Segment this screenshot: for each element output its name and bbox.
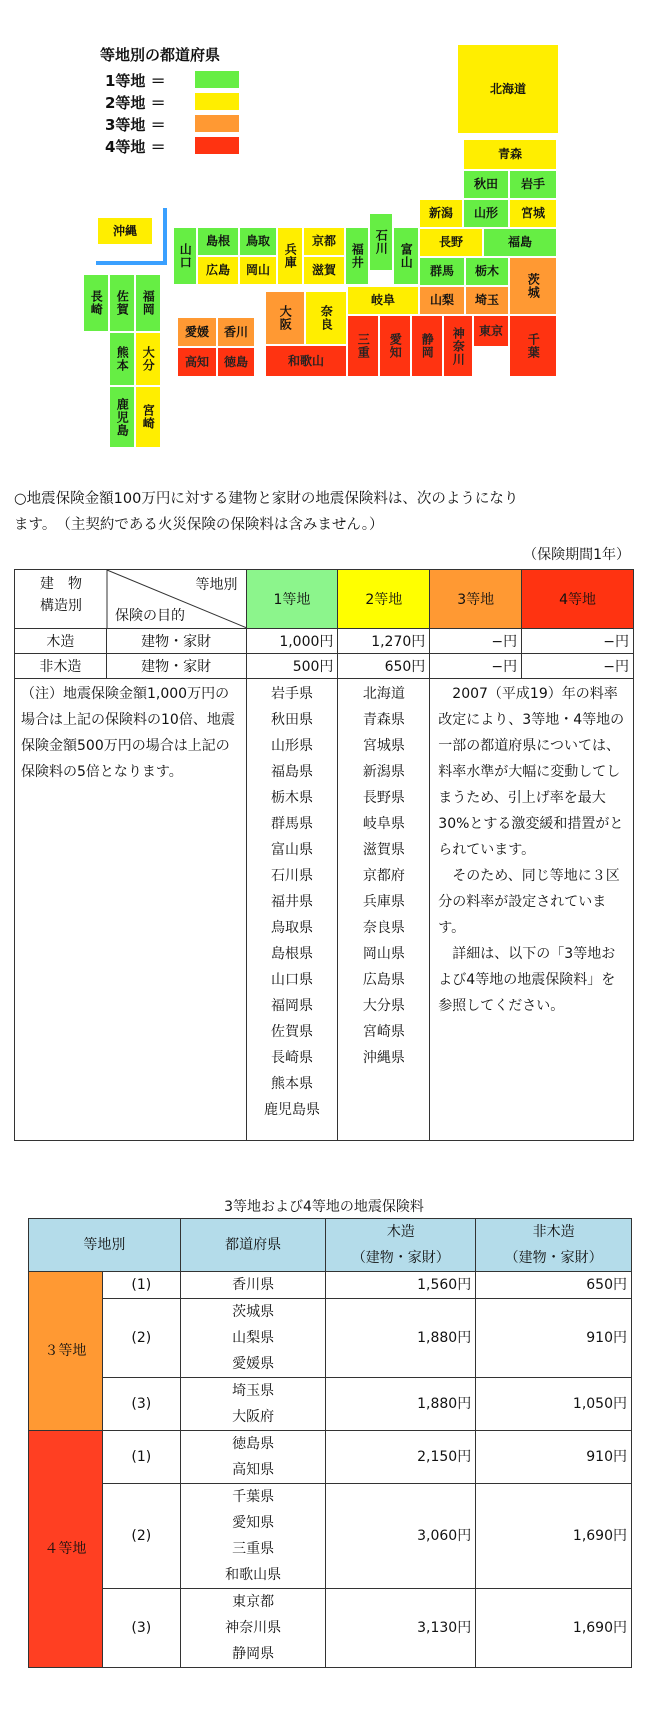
table-row	[29, 1431, 632, 1484]
nonwood-value-cell: 1,690円	[476, 1589, 632, 1668]
value-cell: 650円	[338, 654, 430, 679]
wood-value-cell: 1,560円	[326, 1272, 476, 1299]
purpose-cell: 建物・家財	[106, 629, 246, 654]
prefecture-name: 島根県	[270, 946, 313, 962]
prefecture-cell: 茨城県 山梨県 愛媛県	[180, 1299, 326, 1378]
prefecture-name: 沖縄県	[362, 1050, 405, 1066]
prefecture-label: 岐阜	[370, 293, 395, 308]
explanation-para-1: 2007（平成19）年の料率改定により、3等地・4等地の一部の都道府県については、料率水準が大幅に変動してしまうため、引上げ率を最大30%とする激変緩和措置がとられています。	[438, 686, 625, 858]
prefecture-label: 島根	[205, 234, 230, 249]
grade1-prefecture-list	[246, 679, 338, 1141]
prefecture-label: 三重	[356, 333, 371, 359]
grade3-4-premium-table	[28, 1218, 632, 1668]
header-prefecture: 都道府県	[180, 1219, 326, 1272]
pref-yamanashi	[420, 287, 464, 314]
prefecture-label: 滋賀	[311, 263, 336, 278]
pref-iwate	[510, 171, 556, 198]
class-cell: (3)	[102, 1378, 180, 1431]
prefecture-name: 新潟県	[362, 764, 405, 780]
prefecture-label: 群馬	[429, 264, 454, 279]
prefecture-name: 岐阜県	[362, 816, 405, 832]
pref-kanagawa	[444, 316, 472, 376]
prefecture-label: 佐賀	[115, 290, 130, 316]
header-grade: 等地別	[29, 1219, 181, 1272]
grade2-prefecture-list	[338, 679, 430, 1141]
prefecture-label: 長崎	[89, 290, 104, 316]
value-cell: 1,000円	[246, 629, 338, 654]
intro-line-2: ます。 （主契約である火災保険の保険料は含みません。）	[14, 517, 384, 533]
pref-tokyo	[474, 316, 508, 346]
prefecture-label: 秋田	[473, 177, 498, 192]
prefecture-name: 奈良県	[362, 920, 405, 936]
class-cell: (2)	[102, 1299, 180, 1378]
prefecture-label: 青森	[497, 147, 522, 162]
table-row	[29, 1299, 632, 1378]
structure-cell: 木造	[15, 629, 107, 654]
prefecture-name: 青森県	[362, 712, 405, 728]
class-cell: (1)	[102, 1431, 180, 1484]
purpose-cell: 建物・家財	[106, 654, 246, 679]
prefecture-label: 兵庫	[283, 243, 298, 269]
nonwood-value-cell: 1,690円	[476, 1484, 632, 1589]
legend-row-2: 2等地 ＝	[105, 94, 166, 112]
prefecture-label: 広島	[205, 263, 230, 278]
value-cell: −円	[522, 629, 634, 654]
prefecture-cell: 香川県	[180, 1272, 326, 1299]
prefecture-name: 岩手県	[270, 686, 313, 702]
pref-aomori	[464, 140, 556, 169]
prefecture-label: 宮城	[520, 206, 545, 221]
prefecture-name: 大分県	[362, 998, 405, 1014]
prefecture-name: 長野県	[362, 790, 405, 806]
prefecture-name: 鹿児島県	[263, 1102, 320, 1118]
legend-swatch-2	[195, 93, 239, 110]
pref-fukuoka	[136, 275, 160, 331]
table-row	[29, 1272, 632, 1299]
prefecture-label: 香川	[223, 324, 248, 339]
prefecture-name: 熊本県	[270, 1076, 313, 1092]
note-cell: （注）地震保険金額1,000万円の場合は上記の保険料の10倍、地震保険金額500万円の場合は上記の保険料の5倍となります。	[15, 679, 247, 1141]
intro-line-1: ○地震保険金額100万円に対する建物と家財の地震保険料は、次のようになり	[14, 491, 519, 507]
prefecture-label: 福岡	[141, 290, 156, 316]
grade-header-1: 1等地	[246, 570, 338, 629]
pref-hokkaido	[458, 45, 558, 133]
prefecture-name: 鳥取県	[270, 920, 313, 936]
value-cell: 1,270円	[338, 629, 430, 654]
prefecture-label: 茨城	[526, 273, 541, 299]
corner-structure-label: 建 物 構造別	[40, 576, 82, 614]
prefecture-label: 宮崎	[141, 404, 156, 430]
legend-row-3: 3等地 ＝	[105, 116, 166, 134]
pref-saga	[110, 275, 134, 331]
prefecture-label: 神奈川	[451, 326, 466, 366]
pref-tochigi	[466, 258, 508, 285]
pref-kagawa	[218, 318, 254, 346]
prefecture-name: 福井県	[270, 894, 313, 910]
class-cell: (2)	[102, 1484, 180, 1589]
table-corner-header	[15, 570, 247, 629]
pref-tokushima	[218, 348, 254, 376]
prefecture-label: 長野	[438, 235, 463, 250]
pref-mie	[348, 316, 378, 376]
nonwood-value-cell: 910円	[476, 1431, 632, 1484]
grade-header-3: 3等地	[430, 570, 522, 629]
table-row	[15, 629, 634, 654]
value-cell: −円	[430, 654, 522, 679]
prefecture-name: 山形県	[270, 738, 313, 754]
grade-header-4: 4等地	[522, 570, 634, 629]
pref-nagasaki	[84, 275, 108, 331]
pref-shimane	[198, 228, 238, 255]
grade-header-2: 2等地	[338, 570, 430, 629]
class-cell: (3)	[102, 1589, 180, 1668]
pref-nagano	[420, 229, 482, 256]
prefecture-name: 岡山県	[362, 946, 405, 962]
prefecture-label: 福島	[507, 235, 532, 250]
pref-shiga	[304, 257, 344, 284]
premium-table	[14, 569, 634, 1141]
pref-fukushima	[484, 229, 556, 256]
legend-swatch-3	[195, 115, 239, 132]
pref-nara	[306, 292, 346, 344]
prefecture-name: 秋田県	[270, 712, 313, 728]
nonwood-value-cell: 1,050円	[476, 1378, 632, 1431]
pref-akita	[464, 171, 508, 198]
nonwood-value-cell: 650円	[476, 1272, 632, 1299]
pref-toyama	[394, 228, 418, 284]
explanation-para-3: 詳細は、以下の「3等地および4等地の地震保険料」を参照してください。	[438, 946, 616, 1014]
header-wood: 木造 （建物・家財）	[326, 1219, 476, 1272]
prefecture-name: 長崎県	[270, 1050, 313, 1066]
prefecture-label: 沖縄	[112, 223, 137, 238]
pref-hiroshima	[198, 257, 238, 284]
prefecture-cell: 東京都 神奈川県 静岡県	[180, 1589, 326, 1668]
prefecture-label: 埼玉	[474, 293, 499, 308]
prefecture-label: 岩手	[520, 177, 545, 192]
prefecture-name: 福岡県	[270, 998, 313, 1014]
prefecture-label: 鹿児島	[115, 397, 130, 437]
pref-shizuoka	[412, 316, 442, 376]
header-nonwood: 非木造 （建物・家財）	[476, 1219, 632, 1272]
legend-row-4: 4等地 ＝	[105, 138, 166, 156]
table-row	[29, 1378, 632, 1431]
explanation-cell	[430, 679, 634, 1141]
prefecture-name: 福島県	[270, 764, 313, 780]
pref-okinawa	[98, 218, 152, 244]
pref-kumamoto	[110, 333, 134, 385]
table-row	[15, 654, 634, 679]
prefecture-label: 鳥取	[245, 234, 270, 249]
prefecture-label: 富山	[399, 243, 414, 269]
class-cell: (1)	[102, 1272, 180, 1299]
wood-value-cell: 1,880円	[326, 1299, 476, 1378]
pref-fukui	[346, 228, 368, 284]
pref-saitama	[466, 287, 508, 314]
corner-grade-label: 等地別	[195, 577, 238, 593]
prefecture-label: 熊本	[115, 346, 130, 372]
prefecture-cell: 埼玉県 大阪府	[180, 1378, 326, 1431]
prefecture-name: 宮城県	[362, 738, 405, 754]
pref-gifu	[348, 287, 418, 314]
prefecture-name: 佐賀県	[270, 1024, 313, 1040]
prefecture-name: 栃木県	[270, 790, 313, 806]
grade-map	[0, 0, 648, 450]
prefecture-label: 高知	[184, 354, 209, 369]
prefecture-cell: 徳島県 高知県	[180, 1431, 326, 1484]
prefecture-name: 宮崎県	[362, 1024, 405, 1040]
pref-okayama	[240, 257, 276, 284]
table2-body	[29, 1272, 632, 1668]
table-row	[29, 1589, 632, 1668]
legend-swatch-4	[195, 137, 239, 154]
prefecture-name: 京都府	[362, 868, 405, 884]
prefecture-name: 石川県	[270, 868, 313, 884]
structure-cell: 非木造	[15, 654, 107, 679]
value-cell: −円	[430, 629, 522, 654]
pref-wakayama	[266, 346, 346, 376]
wood-value-cell: 1,880円	[326, 1378, 476, 1431]
okinawa-divider	[96, 261, 167, 265]
table-row	[29, 1484, 632, 1589]
pref-ibaraki	[510, 258, 556, 314]
pref-kyoto	[304, 228, 344, 255]
prefecture-label: 和歌山	[287, 353, 324, 368]
wood-value-cell: 3,060円	[326, 1484, 476, 1589]
prefecture-label: 徳島	[223, 354, 248, 369]
prefecture-label: 福井	[350, 243, 365, 269]
prefecture-label: 山口	[178, 243, 193, 269]
prefecture-label: 京都	[311, 234, 336, 249]
prefecture-name: 北海道	[362, 686, 405, 702]
prefecture-label: 愛知	[388, 333, 403, 359]
prefecture-name: 広島県	[362, 972, 405, 988]
prefecture-name: 兵庫県	[362, 894, 405, 910]
map-title: 等地別の都道府県	[100, 46, 221, 64]
table2-title: 3等地および4等地の地震保険料	[224, 1199, 424, 1215]
pref-kagoshima	[110, 387, 134, 447]
pref-aichi	[380, 316, 410, 376]
pref-gunma	[420, 258, 464, 285]
prefecture-label: 大阪	[278, 305, 293, 331]
pref-niigata	[420, 200, 462, 227]
value-cell: 500円	[246, 654, 338, 679]
prefecture-label: 栃木	[474, 264, 499, 279]
pref-tottori	[240, 228, 276, 255]
prefecture-label: 大分	[141, 346, 156, 372]
prefecture-cell: 千葉県 愛知県 三重県 和歌山県	[180, 1484, 326, 1589]
wood-value-cell: 2,150円	[326, 1431, 476, 1484]
explanation-para-2: そのため、同じ等地に３区分の料率が設定されています。	[438, 868, 620, 936]
pref-kochi	[178, 348, 216, 376]
okinawa-divider	[163, 208, 167, 264]
pref-ehime	[178, 318, 216, 346]
wood-value-cell: 3,130円	[326, 1589, 476, 1668]
value-cell: −円	[522, 654, 634, 679]
prefecture-label: 千葉	[526, 333, 541, 359]
insurance-period-note: （保険期間1年）	[523, 547, 630, 563]
pref-hyogo	[278, 228, 302, 284]
pref-yamagata	[464, 200, 508, 227]
prefecture-label: 奈良	[319, 305, 334, 331]
grade-cell: ３等地	[29, 1272, 103, 1431]
prefecture-label: 愛媛	[184, 324, 209, 339]
prefecture-label: 新潟	[428, 206, 453, 221]
prefecture-name: 群馬県	[270, 816, 313, 832]
prefecture-label: 岡山	[245, 263, 270, 278]
prefecture-label: 静岡	[420, 333, 435, 359]
grade-cell: ４等地	[29, 1431, 103, 1668]
prefecture-label: 東京	[478, 323, 503, 338]
prefecture-name: 山口県	[270, 972, 313, 988]
prefecture-label: 山形	[473, 206, 498, 221]
prefecture-name: 滋賀県	[362, 842, 405, 858]
legend-swatch-1	[195, 71, 239, 88]
pref-oita	[136, 333, 160, 385]
pref-yamaguchi	[174, 228, 196, 284]
prefecture-label: 山梨	[429, 293, 454, 308]
legend-row-1: 1等地 ＝	[105, 72, 166, 90]
pref-miyazaki	[136, 387, 160, 447]
pref-chiba	[510, 316, 556, 376]
pref-miyagi	[510, 200, 556, 227]
table-row	[15, 679, 634, 1141]
prefecture-label: 石川	[374, 229, 389, 255]
prefecture-name: 富山県	[270, 842, 313, 858]
nonwood-value-cell: 910円	[476, 1299, 632, 1378]
pref-ishikawa	[370, 214, 392, 270]
prefecture-label: 北海道	[489, 81, 526, 96]
pref-osaka	[266, 292, 304, 344]
corner-purpose-label: 保険の目的	[115, 608, 185, 624]
